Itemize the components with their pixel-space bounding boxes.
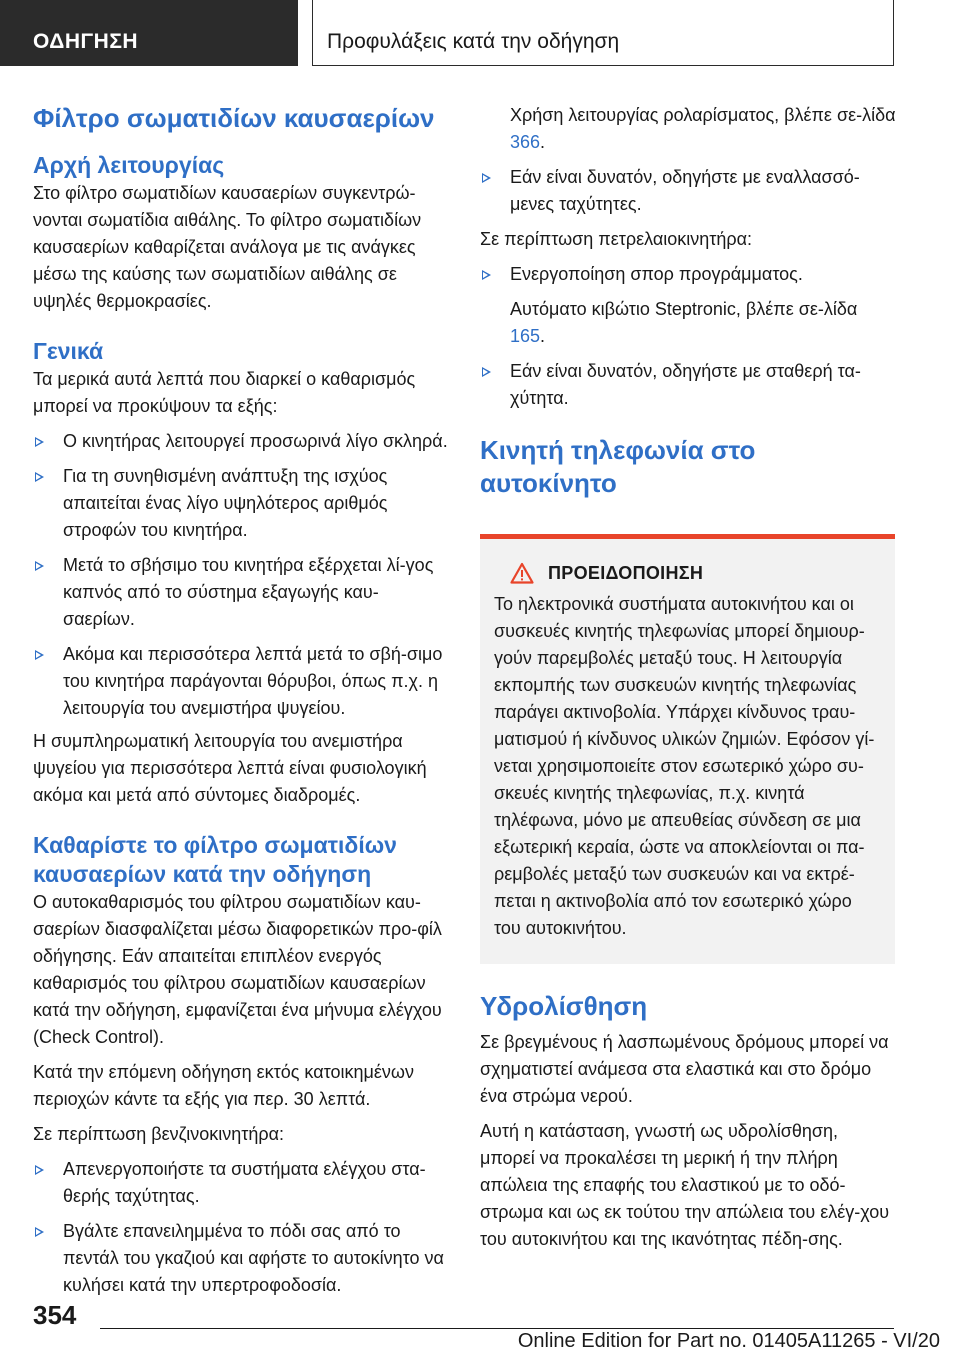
triangle-bullet-icon [35, 1227, 44, 1237]
clean-text-2: Κατά την επόμενη οδήγηση εκτός κατοικημένων περιοχών κάντε τα εξής για περ. 30 λεπτά. [33, 1062, 414, 1109]
general-outro: Η συμπληρωματική λειτουργία του ανεμιστήρα ψυγείου για περισσότερα λεπτά είναι φυσιολογική ακόμα και μετά από σύντομες διαδρομές. [33, 731, 427, 805]
warning-triangle-icon [510, 562, 534, 584]
list-item: Ο κινητήρας λειτουργεί προσωρινά λίγο σκληρά. [33, 428, 449, 455]
diesel-list [480, 261, 896, 288]
petrol-label: Σε περίπτωση βενζινοκινητήρα: [33, 1124, 285, 1144]
list-item: Εάν είναι δυνατόν, οδηγήστε με εναλλασσό‐μενες ταχύτητες. [480, 164, 896, 218]
diesel-label: Σε περίπτωση πετρελαιοκινητήρα: [480, 229, 753, 249]
coasting-reference: Χρήση λειτουργίας ρολαρίσματος, βλέπε σε‐λίδα 366. [510, 105, 896, 152]
page-header [0, 0, 960, 66]
aquaplaning-text-1: Σε βρεγμένους ή λασπωμένους δρόμους μπορεί να σχηματιστεί ανάμεσα στα ελαστικά και στο δρόμο ένα στρώμα νερού. [480, 1032, 889, 1106]
warning-text: Το ηλεκτρονικά συστήματα αυτοκινήτου και οι συσκευές κινητής τηλεφωνίας μπορεί δημιουρ‐γούν παρεμβολές μεταξύ τους. Η λειτουργία εκπομπής των συσκευών κινητής τηλεφωνίας παράγει ακτινοβολία. Υπάρχει κίνδυνος τραυ‐ματισμού ή κίνδυνος υλικών ζημιών. Εφόσον γί‐νεται χρησιμοποιείτε στον εσωτερικό χώρο συ‐σκευές κινητής τηλεφωνίας, π.χ. κινητά τηλέφωνα, μόνο με απευθείας σύνδεση σε μια εξωτερική κεραία, ώστε να αποκλείονται οι πα‐ρεμβολές μεταξύ των συσκευών και να εκτρέ‐πεται η ακτινοβολία από τον εσωτερικό χώρο του αυτοκινήτου. [494, 594, 875, 938]
warning-box [480, 534, 895, 964]
page-number: 354 [33, 1300, 77, 1330]
steptronic-reference: Αυτόματο κιβώτιο Steptronic, βλέπε σε‐λίδα 165. [510, 299, 858, 346]
diesel-list-2 [480, 358, 896, 412]
list-item: Βγάλτε επανειλημμένα το πόδι σας από το πεντάλ του γκαζιού και αφήστε το αυτοκίνητο να κυλήσει κατά την υπερτροφοδοσία. [33, 1218, 449, 1299]
principle-text: Στο φίλτρο σωματιδίων καυσαερίων συγκεντρώ‐νονται σωματίδια αιθάλης. Το φίλτρο σωματιδίων καυσαερίων καθαρίζεται ανάλογα με τις ανάγκες μέσω της καύσης των σωματιδίων αιθάλης σε υψηλές θερμοκρασίες. [33, 183, 422, 311]
right-column [480, 102, 896, 1253]
list-item: Για τη συνηθισμένη ανάπτυξη της ισχύος απαιτείται ένας λίγο υψηλότερος αριθμός στροφών του κινητήρα. [33, 463, 449, 544]
chapter-title: Προφυλάξεις κατά την οδήγηση [312, 0, 894, 66]
triangle-bullet-icon [482, 270, 491, 280]
heading-mobile-phone: Κινητή τηλεφωνία στο αυτοκίνητο [480, 435, 756, 498]
triangle-bullet-icon [35, 650, 44, 660]
aquaplaning-text-2: Αυτή η κατάσταση, γνωστή ως υδρολίσθηση, μπορεί να προκαλέσει τη μερική ή την πλήρη απώλεια της επαφής του ελαστικού με το οδό‐στρωμα και ως εκ τούτου την απώλεια του ελέγ‐χου του αυτοκινήτου και της ικανότητας πέδη‐σης. [480, 1121, 890, 1249]
triangle-bullet-icon [35, 472, 44, 482]
clean-text-1: Ο αυτοκαθαρισμός του φίλτρου σωματιδίων καυ‐σαερίων διασφαλίζεται μέσω διαφορετικών προ‐φίλ οδήγησης. Εάν απαιτείται επιπλέον ενεργός καθαρισμός του φίλτρου σωματιδίων καυσαερίων κατά την οδήγηση, εμφανίζεται ένα μήνυμα ελέγχου (Check Control). [33, 892, 442, 1047]
heading-particle-filter: Φίλτρο σωματιδίων καυσαερίων [33, 103, 435, 133]
list-item: Ακόμα και περισσότερα λεπτά μετά το σβή‐σιμο του κινητήρα παράγονται θόρυβοι, όπως π.χ. η λειτουργία του ανεμιστήρα ψυγείου. [33, 641, 449, 722]
list-item: Εάν είναι δυνατόν, οδηγήστε με σταθερή τα‐χύτητα. [480, 358, 896, 412]
continued-list [480, 164, 896, 218]
warning-header [494, 561, 881, 585]
warning-title: ΠΡΟΕΙΔΟΠΟΙΗΣΗ [548, 563, 704, 583]
petrol-list [33, 1156, 449, 1299]
general-list [33, 428, 449, 722]
heading-aquaplaning: Υδρολίσθηση [480, 991, 648, 1021]
section-tab: ΟΔΗΓΗΣΗ [0, 0, 298, 66]
triangle-bullet-icon [35, 561, 44, 571]
page-footer [0, 1290, 960, 1362]
edition-text: Online Edition for Part no. 01405A11265 - VI/20 [517, 1330, 940, 1352]
page-link-366[interactable]: 366 [510, 132, 541, 152]
heading-general: Γενικά [33, 338, 104, 364]
heading-principle: Αρχή λειτουργίας [33, 152, 225, 178]
triangle-bullet-icon [482, 367, 491, 377]
list-item: Μετά το σβήσιμο του κινητήρα εξέρχεται λί‐γος καπνός από το σύστημα εξαγωγής καυ‐σαερίων. [33, 552, 449, 633]
triangle-bullet-icon [35, 1165, 44, 1175]
general-intro: Τα μερικά αυτά λεπτά που διαρκεί ο καθαρισμός μπορεί να προκύψουν τα εξής: [33, 369, 416, 416]
triangle-bullet-icon [482, 173, 491, 183]
list-item: Απενεργοποιήστε τα συστήματα ελέγχου στα‐θερής ταχύτητας. [33, 1156, 449, 1210]
triangle-bullet-icon [35, 437, 44, 447]
list-item: Ενεργοποίηση σπορ προγράμματος. [480, 261, 896, 288]
heading-clean-filter: Καθαρίστε το φίλτρο σωματιδίων καυσαερίων κατά την οδήγηση [33, 832, 397, 887]
footer-divider [100, 1328, 894, 1329]
page-link-165[interactable]: 165 [510, 326, 541, 346]
left-column [33, 102, 449, 1299]
